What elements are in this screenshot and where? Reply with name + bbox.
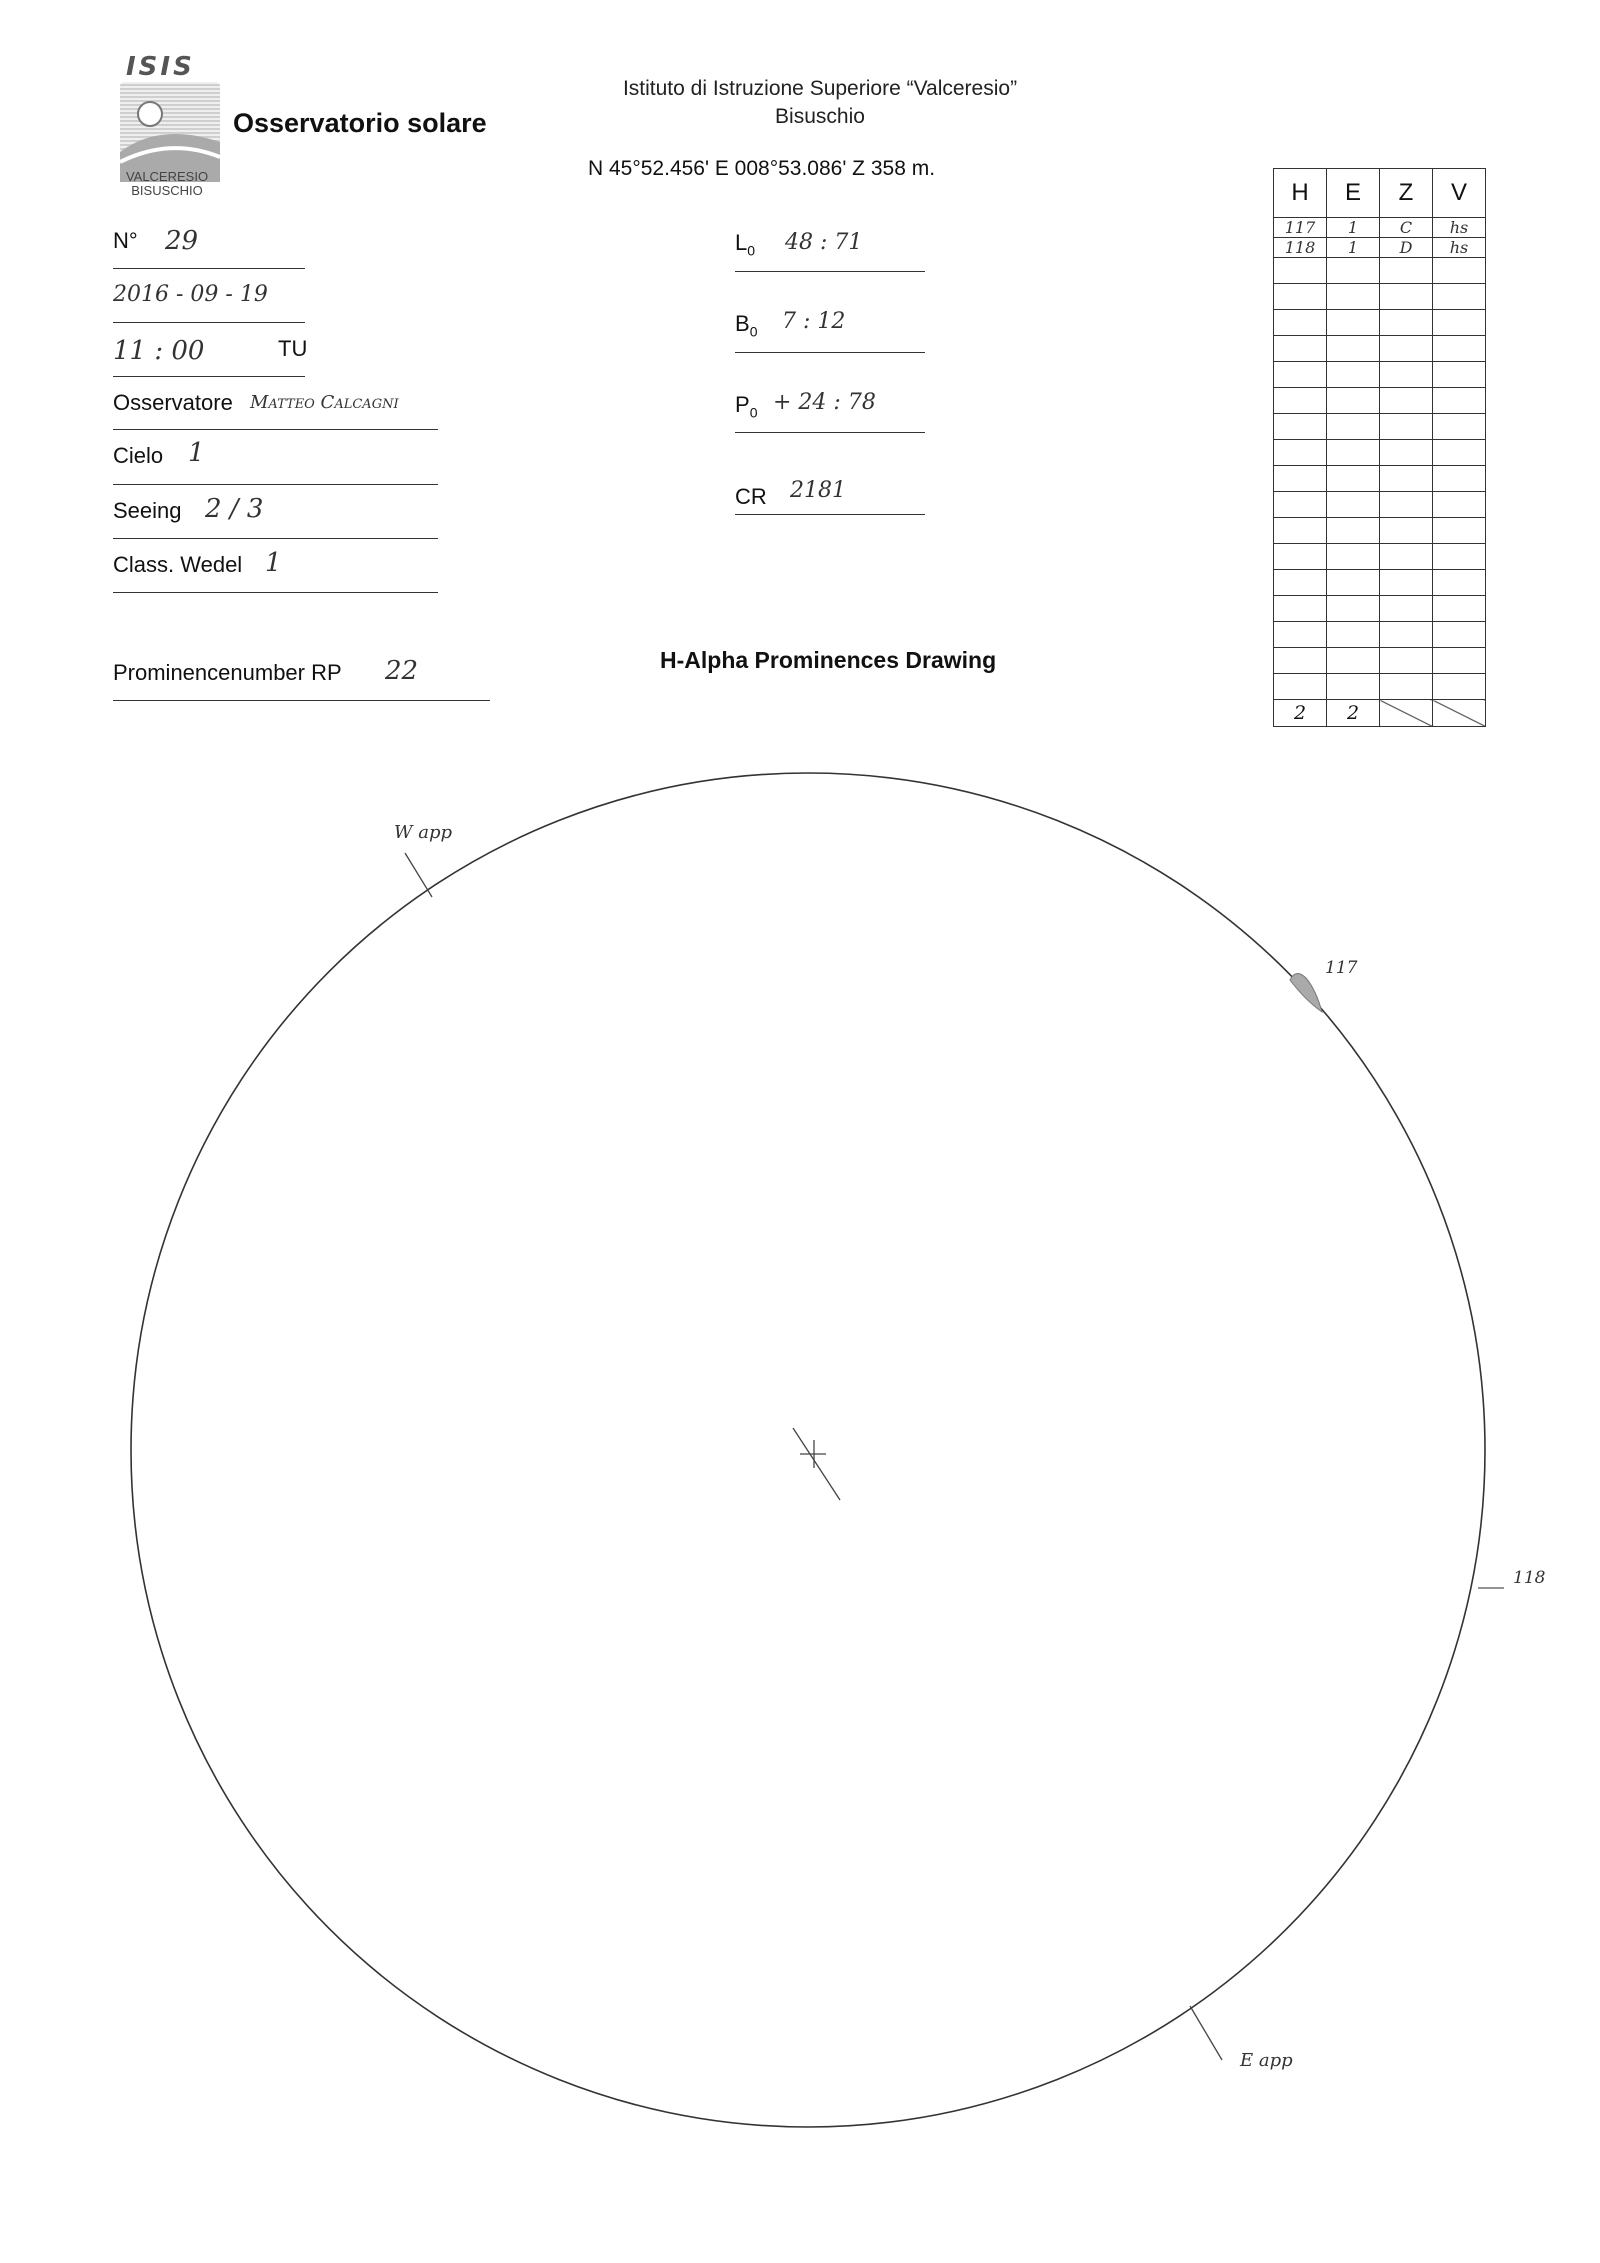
- observer-label: Osservatore: [113, 390, 233, 415]
- observer-value: Matteo Calcagni: [250, 392, 399, 413]
- site-coordinates: N 45°52.456' E 008°53.086' Z 358 m.: [588, 157, 936, 180]
- seeing-label: Seeing: [113, 498, 182, 523]
- b0-sub: 0: [749, 323, 758, 340]
- seeing-value: 2 / 3: [205, 494, 264, 524]
- west-label: W app: [394, 822, 452, 843]
- b0-letter: B: [735, 311, 750, 336]
- east-label: E app: [1240, 2050, 1293, 2071]
- p0-value: + 24 : 78: [773, 390, 876, 415]
- table-header-cell: V: [1433, 169, 1486, 218]
- p0-letter: P: [735, 392, 750, 417]
- sky-label: Cielo: [113, 443, 164, 468]
- prominence-number-value: 22: [385, 656, 419, 686]
- table-cell: 117: [1274, 218, 1327, 238]
- table-cell: hs: [1433, 238, 1486, 258]
- west-marker-line: [405, 853, 432, 897]
- logo-text-line1: VALCERESIO: [125, 169, 209, 184]
- prominence-117-shape: [1290, 973, 1322, 1012]
- table-cell: 1: [1327, 218, 1380, 238]
- l0-letter: L: [735, 230, 748, 255]
- number-label: N°: [113, 228, 138, 253]
- table-cell: D: [1380, 238, 1433, 258]
- time-value: 11 : 00: [113, 336, 205, 366]
- table-header-cell: E: [1327, 169, 1380, 218]
- wedel-value: 1: [265, 548, 282, 578]
- east-marker-line: [1190, 2006, 1222, 2060]
- cr-value: 2181: [790, 478, 846, 503]
- date-value: 2016 - 09 - 19: [113, 282, 268, 307]
- table-cell: 1: [1327, 238, 1380, 258]
- observatory-title: Osservatorio solare: [233, 108, 487, 138]
- table-header-cell: H: [1274, 169, 1327, 218]
- logo-mark: ISIS: [126, 52, 195, 82]
- table-cell: hs: [1433, 218, 1486, 238]
- p0-sub: 0: [749, 404, 758, 421]
- table-header-cell: Z: [1380, 169, 1433, 218]
- l0-sub: 0: [747, 242, 756, 259]
- center-axis-line: [793, 1428, 840, 1500]
- table-total-cell: 2: [1327, 700, 1380, 727]
- cr-label: CR: [735, 484, 767, 509]
- sky-value: 1: [188, 438, 205, 468]
- prominence-118-label: 118: [1513, 1568, 1546, 1588]
- institute-line2: Bisuschio: [775, 105, 865, 128]
- institute-line1: Istituto di Istruzione Superiore “Valceresio”: [622, 77, 1018, 100]
- table-cell: 118: [1274, 238, 1327, 258]
- drawing-title: H-Alpha Prominences Drawing: [660, 647, 997, 673]
- prominence-number-label: Prominencenumber RP: [113, 660, 342, 685]
- logo-text-line2: BISUSCHIO: [131, 183, 203, 198]
- number-value: 29: [165, 226, 199, 256]
- table-cell: C: [1380, 218, 1433, 238]
- b0-value: 7 : 12: [782, 309, 846, 334]
- table-total-cell: 2: [1274, 700, 1327, 727]
- l0-value: 48 : 71: [785, 230, 863, 255]
- time-unit: TU: [278, 336, 308, 361]
- wedel-label: Class. Wedel: [113, 552, 243, 577]
- prominence-117-label: 117: [1325, 958, 1358, 978]
